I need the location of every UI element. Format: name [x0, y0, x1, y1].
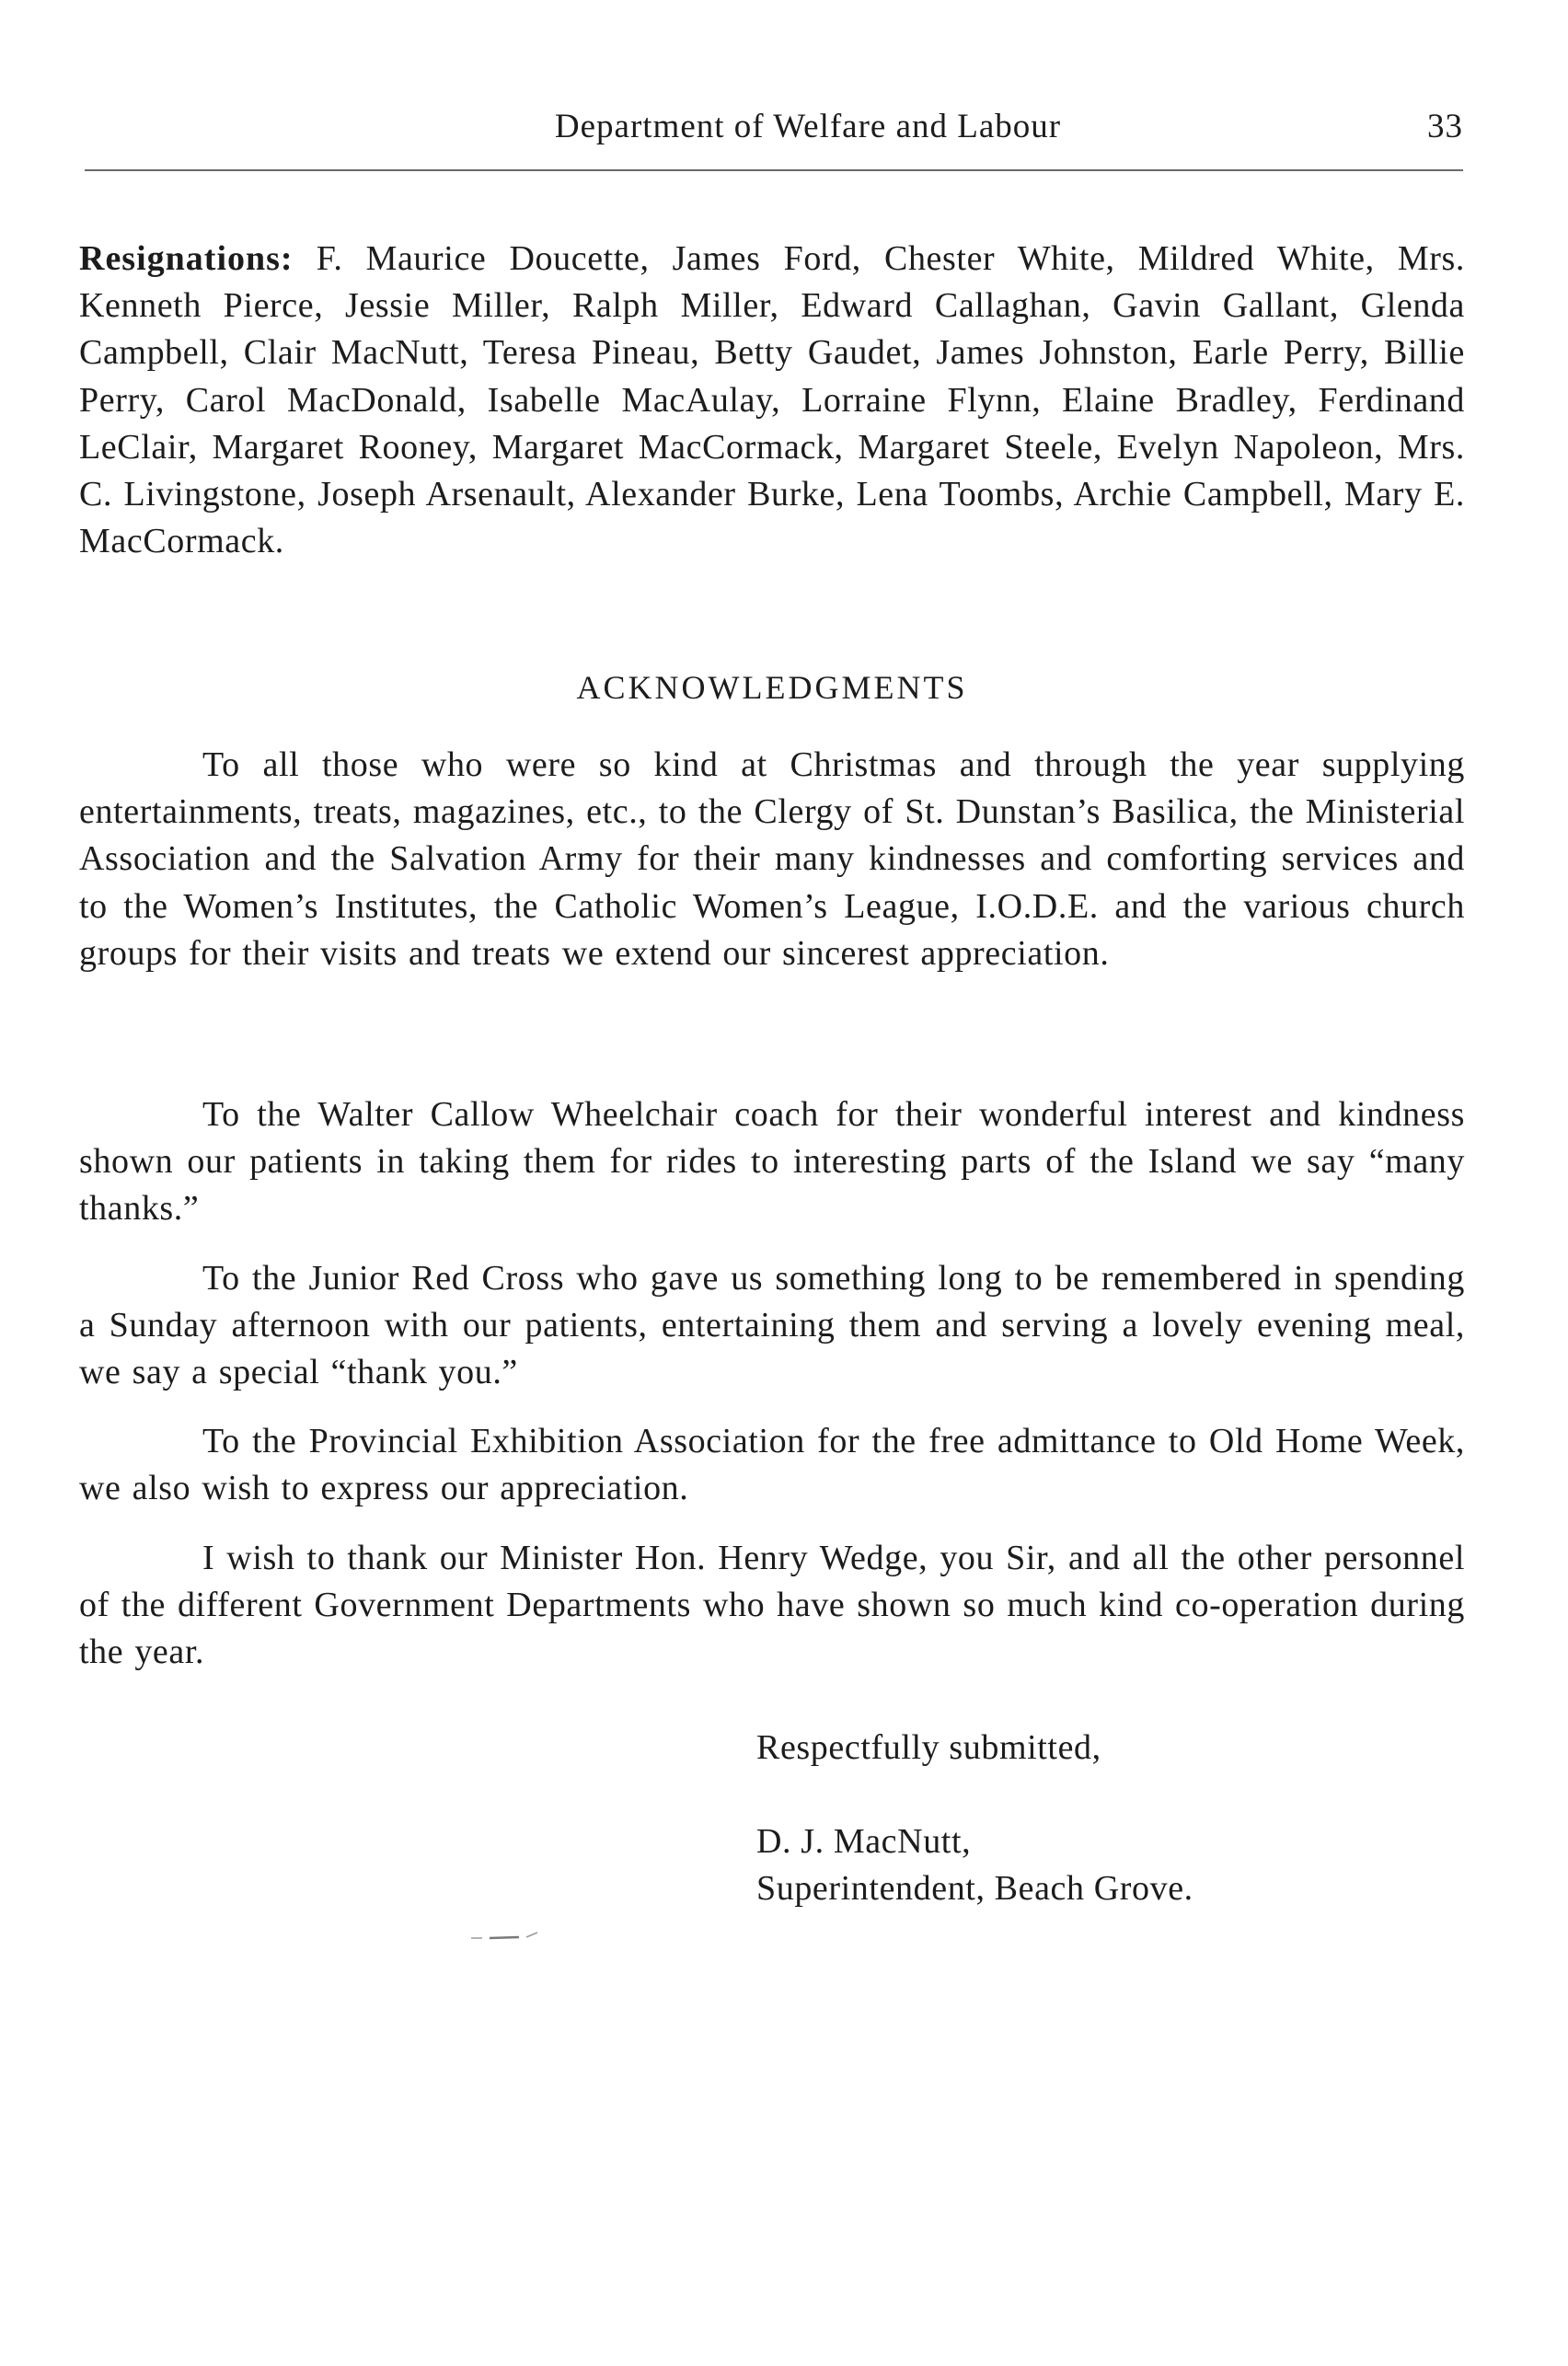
- page-number: 33: [1427, 108, 1463, 145]
- header-title: Department of Welfare and Labour: [554, 108, 1062, 145]
- acknowledgment-paragraph: To all those who were so kind at Christmas and through the year supplying entertainments, treats, magazines, etc., to the Clergy of St. Dunstan’s Basilica, the Ministerial Association and the Salvation Army for their many kindnesses and comforting services and to the Women’s Institutes, the Catholic Women’s League, I.O.D.E. and the various church groups for their visits and treats we extend our sincerest appreciation.: [79, 745, 1465, 973]
- acknowledgments-heading: ACKNOWLEDGMENTS: [576, 669, 968, 706]
- signatory-name: D. J. MacNutt,: [756, 1822, 972, 1861]
- acknowledgment-paragraph: To the Provincial Exhibition Association for the free admittance to Old Home Week, we also wish to express our appreciation.: [79, 1422, 1465, 1508]
- ink-smudge-mark: [471, 1931, 559, 1942]
- resignations-names: F. Maurice Doucette, James Ford, Chester White, Mildred White, Mrs. Kenneth Pierce, Jessie Miller, Ralph Miller, Edward Callaghan, Gavin Gallant, Glenda Campbell, Clair MacNutt, Teresa Pineau, Betty Gaudet, James Johnston, Earle Perry, Billie Perry, Carol MacDonald, Isabelle MacAulay, Lorraine Flynn, Elaine Bradley, Ferdinand LeClair, Margaret Rooney, Margaret MacCormack, Margaret Steele, Evelyn Napoleon, Mrs. C. Livingstone, Joseph Arsenault, Alexander Burke, Lena Toombs, Archie Campbell, Mary E. MacCormack.: [79, 239, 1465, 561]
- acknowledgment-paragraph: I wish to thank our Minister Hon. Henry Wedge, you Sir, and all the other personnel of the different Government Departments who have shown so much kind co-operation during the year.: [79, 1539, 1465, 1672]
- resignations-paragraph: [79, 236, 1465, 565]
- resignations-label: Resignations:: [79, 239, 294, 278]
- valediction: Respectfully submitted,: [756, 1728, 1101, 1767]
- acknowledgment-paragraph: To the Walter Callow Wheelchair coach for their wonderful interest and kindness shown our patients in taking them for rides to interesting parts of the Island we say “many thanks.”: [79, 1095, 1465, 1229]
- signature-block: [756, 1818, 1193, 1912]
- running-header: [81, 107, 1463, 153]
- acknowledgment-paragraph: To the Junior Red Cross who gave us something long to be remembered in spending a Sunday afternoon with our patients, entertaining them and serving a lovely evening meal, we say a special “thank you.”: [79, 1259, 1465, 1392]
- signatory-position: Superintendent, Beach Grove.: [756, 1869, 1193, 1909]
- header-rule: [85, 169, 1463, 171]
